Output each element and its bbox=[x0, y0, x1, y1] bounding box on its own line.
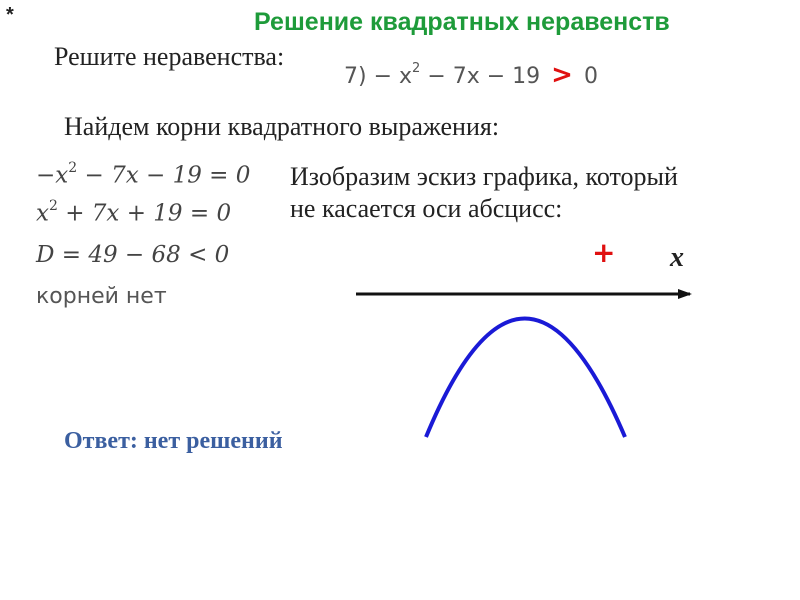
discriminant-line: D = 49 − 68 < 0 bbox=[36, 242, 230, 268]
task-prompt: Решите неравенства: bbox=[54, 42, 285, 71]
plus-sign: + bbox=[592, 236, 616, 269]
ineq-lhs-part2: − 7x − 19 bbox=[420, 64, 548, 89]
star-marker: * bbox=[6, 4, 14, 26]
eq2-a: x bbox=[36, 200, 49, 227]
task-number: 7) bbox=[344, 64, 367, 89]
find-roots-heading: Найдем корни квадратного выражения: bbox=[64, 112, 500, 141]
eq1-a: −x bbox=[36, 162, 69, 189]
answer-text: Ответ: нет решений bbox=[64, 428, 283, 454]
sketch-text-line-2: не касается оси абсцисс: bbox=[290, 194, 563, 223]
x-axis-label: x bbox=[670, 242, 684, 273]
sketch-text-line-1: Изобразим эскиз графика, который bbox=[290, 162, 678, 191]
eq2-exp: 2 bbox=[48, 198, 58, 214]
no-roots-text: корней нет bbox=[36, 284, 167, 309]
eq1-exp: 2 bbox=[68, 160, 78, 176]
ineq-lhs-part1: − x bbox=[373, 64, 413, 89]
ineq-rhs: 0 bbox=[576, 64, 598, 89]
eq1-b: − 7x − 19 = 0 bbox=[77, 162, 251, 189]
ineq-exponent: 2 bbox=[412, 60, 421, 76]
inequality-sign: > bbox=[551, 60, 573, 90]
eq2-b: + 7x + 19 = 0 bbox=[57, 200, 232, 227]
parabola-curve bbox=[426, 319, 625, 438]
slide-title: Решение квадратных неравенств bbox=[254, 8, 670, 36]
